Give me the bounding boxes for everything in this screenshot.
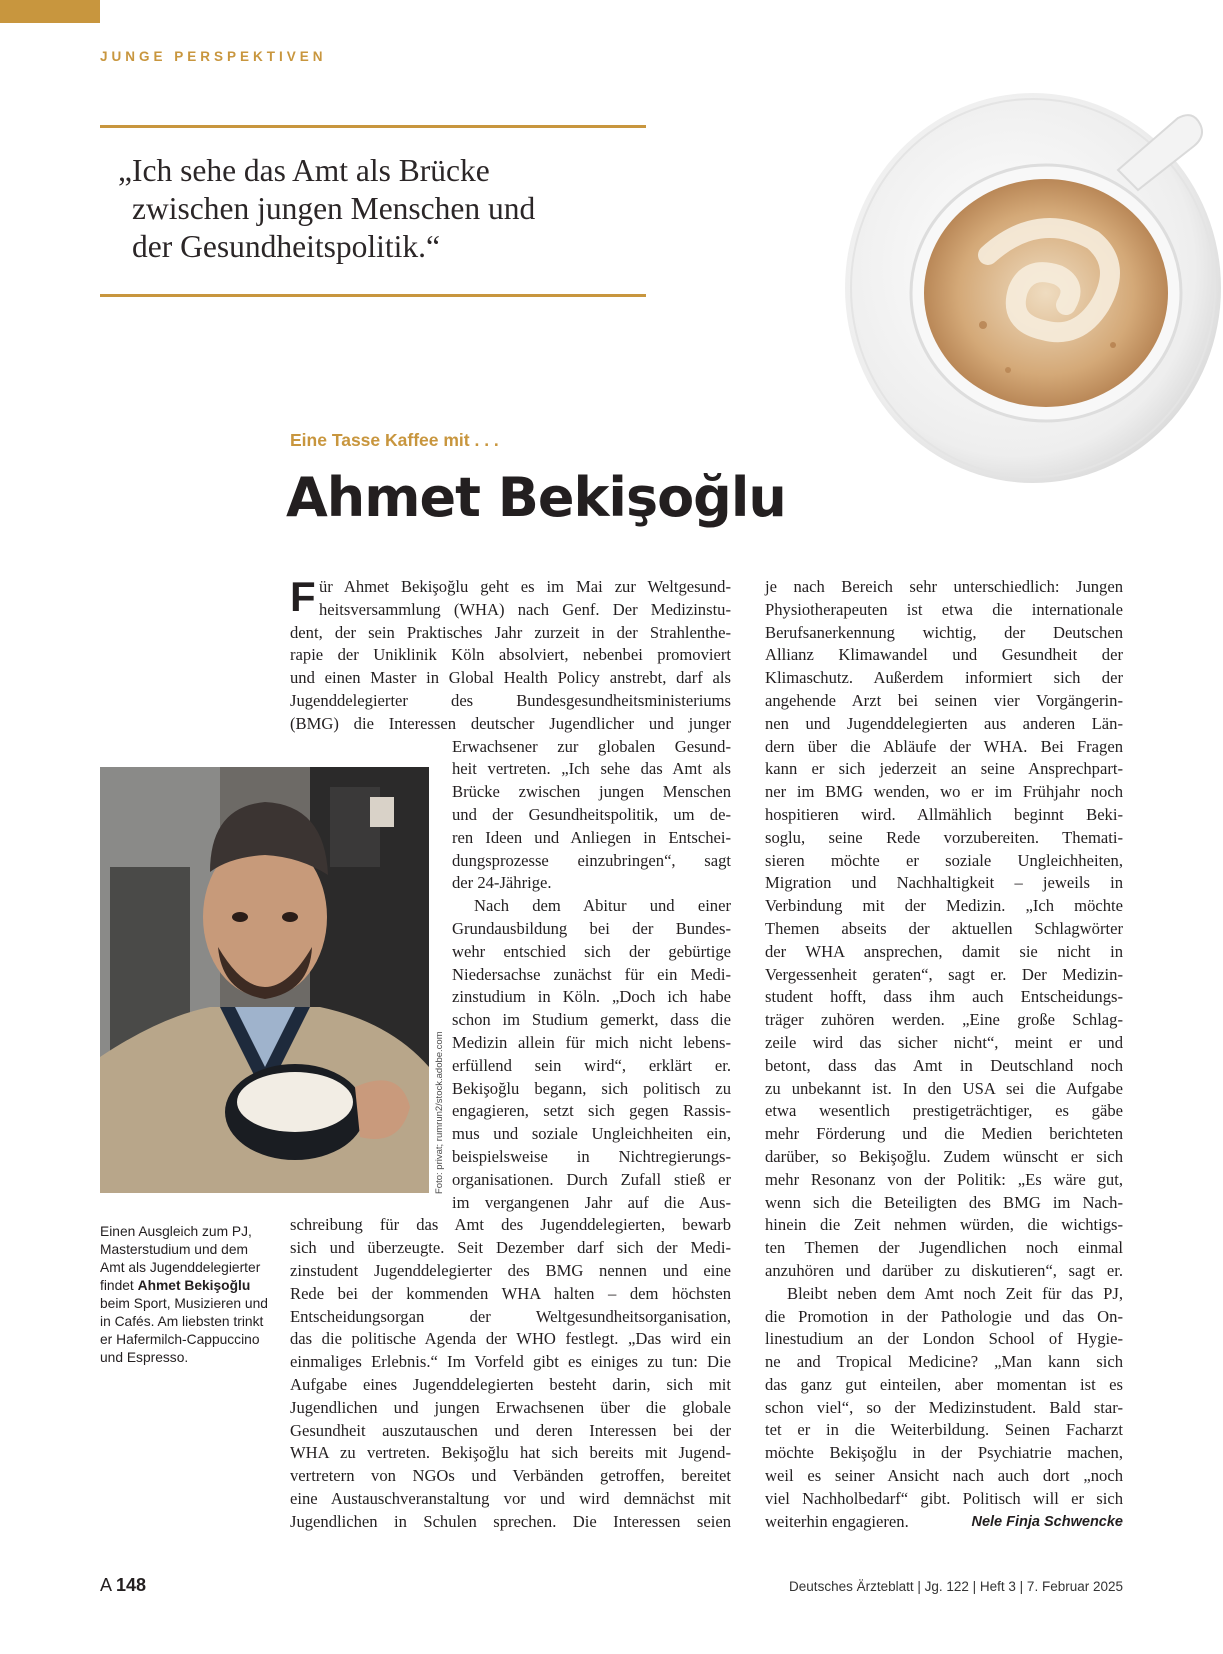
text-line: das ganz gut einteilen, aber momentan ist es — [765, 1374, 1123, 1394]
text-line: ten Themen der Jugendlichen noch einmal — [765, 1238, 1123, 1258]
text-line: und der Gesundheitspolitik, um de- — [452, 804, 731, 824]
quote-rule-top — [100, 125, 646, 128]
text-line: Allianz Klimawandel und Gesundheit der — [765, 645, 1123, 665]
author-name: Nele Finja Schwencke — [971, 1513, 1123, 1530]
text-line: weil es seiner Ansicht nach auch dort „noch — [765, 1466, 1123, 1486]
text-line: viel Nachholbedarf“ gibt. Politisch will er sich — [765, 1488, 1123, 1508]
text-line: der WHA ansprechen, damit sie nicht in — [765, 941, 1123, 961]
quote-rule-bottom — [100, 294, 646, 297]
caption-line: Amt als Jugenddelegierter — [100, 1260, 261, 1275]
text-line: sich und überzeugte. Seit Dezember darf sich der Medi- — [290, 1238, 731, 1258]
text-line: einmaliges Erlebnis.“ Im Vorfeld gibt es einiges zu tun: Die — [290, 1352, 731, 1372]
text-line: tet er in die Weiterbildung. Seinen Facharzt — [765, 1420, 1123, 1440]
text-line: Jugendlichen in Schulen sprechen. Die Interessen seien — [290, 1511, 731, 1531]
portrait-photo — [100, 767, 429, 1193]
photo-credit: Foto: privat; rumrun2/stock.adobe.com — [434, 1031, 445, 1194]
photo-caption — [100, 1223, 272, 1367]
text-line: Jugendlichen und jungen Erwachsenen über die globale — [290, 1397, 731, 1417]
column-1-lead-lines — [319, 576, 731, 622]
text-line: ür Ahmet Bekişoğlu geht es im Mai zur Weltgesund- — [319, 577, 731, 596]
caption-person-name: Ahmet Bekişoğlu — [137, 1278, 251, 1293]
text-line: darüber, so Bekişoğlu. Zudem wünscht er sich — [765, 1146, 1123, 1166]
text-line: organisationen. Durch Zufall stieß er — [452, 1169, 731, 1189]
text-line: schon viel“, so der Medizinstudent. Bald star- — [765, 1397, 1123, 1417]
text-line: vertretern von NGOs und Verbänden getroffen, bereitet — [290, 1466, 731, 1486]
text-line: ner im BMG wenden, wo er im Frühjahr noch — [765, 782, 1123, 802]
text-line: (BMG) die Interessen deutscher Jugendlicher und junger — [290, 713, 731, 733]
text-line: mus und soziale Ungleichheiten ein, — [452, 1124, 731, 1144]
text-line: der 24-Jährige. — [452, 873, 552, 893]
column-1-bottom — [290, 1214, 731, 1533]
article-headline: Ahmet Bekişoğlu — [286, 466, 786, 529]
text-line: dungsprozesse einzubringen“, sagt — [452, 850, 731, 870]
text-line: Nach dem Abitur und einer — [474, 896, 731, 916]
text-line: Berufsanerkennung wichtig, der Deutschen — [765, 622, 1123, 642]
text-line: anzuhören und darüber zu diskutieren“, sagt er. — [765, 1260, 1123, 1280]
text-line: heit vertreten. „Ich sehe das Amt als — [452, 759, 731, 779]
text-line: Themen abseits der aktuellen Schlagwörter — [765, 918, 1123, 938]
caption-text: findet — [100, 1278, 134, 1293]
text-line: kann er sich jederzeit an seine Ansprechpart- — [765, 759, 1123, 779]
text-line: Niedersachse zunächst für ein Medi- — [452, 964, 731, 984]
article-kicker: Eine Tasse Kaffee mit . . . — [290, 430, 499, 450]
caption-line: beim Sport, Musizieren und — [100, 1296, 268, 1311]
text-line: mehr Resonanz von der Politik: „Es wäre gut, — [765, 1169, 1123, 1189]
text-line: das die politische Agenda der WHO festlegt. „Das wird ein — [290, 1329, 731, 1349]
text-line: zinstudium in Köln. „Doch ich habe — [452, 987, 731, 1007]
column-1-narrow — [452, 736, 731, 1215]
text-line: student hofft, dass ihm auch Entscheidungs- — [765, 987, 1123, 1007]
text-line: angehende Arzt bei seinen vier Vorgängerin- — [765, 690, 1123, 710]
caption-line: Masterstudium und dem — [100, 1242, 248, 1257]
text-line: ren Ideen und Anliegen in Entschei- — [452, 827, 731, 847]
page-number — [100, 1575, 146, 1596]
text-line: Brücke zwischen jungen Menschen — [452, 782, 731, 802]
text-line: Physiotherapeuten ist etwa die internationale — [765, 599, 1123, 619]
text-line: Bekişoğlu begann, sich politisch zu — [452, 1078, 731, 1098]
caption-line — [100, 1277, 272, 1295]
caption-line: er Hafermilch-Cappuccino — [100, 1332, 260, 1347]
text-line: Migration und Nachhaltigkeit – jeweils in — [765, 873, 1123, 893]
text-line: im vergangenen Jahr auf die Aus- — [452, 1192, 731, 1212]
text-line: Bleibt neben dem Amt noch Zeit für das PJ, — [787, 1283, 1123, 1303]
text-line: Rede bei der kommenden WHA halten – dem höchsten — [290, 1283, 731, 1303]
text-line: wenn sich die Beteiligten des BMG im Nach- — [765, 1192, 1123, 1212]
text-line: die Promotion in der Pathologie und das On- — [765, 1306, 1123, 1326]
text-line: ne and Tropical Medicine? „Man kann sich — [765, 1352, 1123, 1372]
text-line: je nach Bereich sehr unterschiedlich: Jungen — [765, 577, 1123, 596]
text-line: und einen Master in Global Health Policy anstrebt, darf als — [290, 668, 731, 688]
text-line: linestudium an der London School of Hygie- — [765, 1329, 1123, 1349]
text-line: dern über die Abläufe der WHA. Bei Fragen — [765, 736, 1123, 756]
text-line: Jugenddelegierter des Bundesgesundheitsministeriums — [290, 690, 731, 710]
column-1-top — [290, 622, 731, 736]
text-line: wehr entschied sich der gebürtige — [452, 941, 731, 961]
text-line: zu unbekannt ist. In den USA sei die Aufgabe — [765, 1078, 1123, 1098]
caption-line: und Espresso. — [100, 1350, 189, 1365]
pull-quote-line: zwischen jungen Menschen und — [132, 191, 536, 226]
text-line: soglu, seine Rede vorzubereiten. Themati- — [765, 827, 1123, 847]
text-line: Entscheidungsorgan der Weltgesundheitsorganisation, — [290, 1306, 731, 1326]
journal-citation: Deutsches Ärzteblatt | Jg. 122 | Heft 3 | 7. Februar 2025 — [789, 1579, 1123, 1594]
text-line: mehr Förderung und die Medien berichteten — [765, 1124, 1123, 1144]
text-line: engagieren, setzt sich gegen Rassis- — [452, 1101, 731, 1121]
text-line: Grundausbildung bei der Bundes- — [452, 918, 731, 938]
text-line: sieren möchte er soziale Ungleichheiten, — [765, 850, 1123, 870]
page-number-value: 148 — [116, 1575, 147, 1595]
text-line: hinein die Zeit nehmen würden, die wichtigs- — [765, 1215, 1123, 1235]
text-line: nen und Jugenddelegierten aus anderen Län- — [765, 713, 1123, 733]
text-line: erfüllend sein wird“, erklärt er. — [452, 1055, 731, 1075]
text-line: heitsversammlung (WHA) nach Genf. Der Medizinstu- — [319, 599, 731, 619]
text-line: Klimaschutz. Außerdem informiert sich der — [765, 668, 1123, 688]
pull-quote-line: der Gesundheitspolitik.“ — [132, 229, 440, 264]
text-line: Erwachsener zur globalen Gesund- — [452, 736, 731, 756]
text-line: etwa wesentlich prestigeträchtiger, es gäbe — [765, 1101, 1123, 1121]
text-line: hospitieren wird. Allmählich beginnt Beki- — [765, 804, 1123, 824]
caption-line: Einen Ausgleich zum PJ, — [100, 1224, 252, 1239]
section-color-bar — [0, 0, 100, 23]
text-line: Vergessenheit geraten“, sagt er. Der Medizin- — [765, 964, 1123, 984]
text-line: rapie der Uniklinik Köln absolviert, nebenbei promoviert — [290, 645, 731, 665]
drop-cap: F — [290, 573, 316, 620]
text-line: Medizin allein für mich nicht lebens- — [452, 1032, 731, 1052]
text-line: zeile wird das sicher nicht“, meint er und — [765, 1032, 1123, 1052]
pull-quote-line: „Ich sehe das Amt als Brücke — [118, 153, 490, 188]
text-line: beispielsweise in Nichtregierungs- — [452, 1146, 731, 1166]
text-line: betont, dass das Amt in Deutschland noch — [765, 1055, 1123, 1075]
text-line: zinstudent Jugenddelegierter des BMG nennen und eine — [290, 1260, 731, 1280]
coffee-cup-image — [838, 90, 1223, 495]
pull-quote — [118, 152, 638, 266]
text-line: Verbindung mit der Medizin. „Ich möchte — [765, 896, 1123, 916]
section-label: JUNGE PERSPEKTIVEN — [100, 49, 327, 64]
column-2 — [765, 576, 1123, 1533]
text-line: schon im Studium gemerkt, dass die — [452, 1010, 731, 1030]
text-line: dent, der sein Praktisches Jahr zurzeit in der Strahlenthe- — [290, 622, 731, 642]
text-line: Gesundheit auszutauschen und deren Interessen bei der — [290, 1420, 731, 1440]
closing-text: weiterhin engagieren. — [765, 1511, 909, 1531]
text-line: träger zuhören werden. „Eine große Schlag- — [765, 1010, 1123, 1030]
text-line: Aufgabe eines Jugenddelegierten besteht darin, sich mit — [290, 1374, 731, 1394]
text-line: eine Austauschveranstaltung vor und wird demnächst mit — [290, 1488, 731, 1508]
text-line: möchte Bekişoğlu in der Psychiatrie machen, — [765, 1443, 1123, 1463]
text-line: schreibung für das Amt des Jugenddelegierten, bewarb — [290, 1215, 731, 1235]
page-prefix: A — [100, 1575, 112, 1595]
caption-line: in Cafés. Am liebsten trinkt — [100, 1314, 264, 1329]
text-line: WHA zu vertreten. Bekişoğlu hat sich bereits mit Jugend- — [290, 1443, 731, 1463]
text-line-last — [765, 1511, 1123, 1534]
